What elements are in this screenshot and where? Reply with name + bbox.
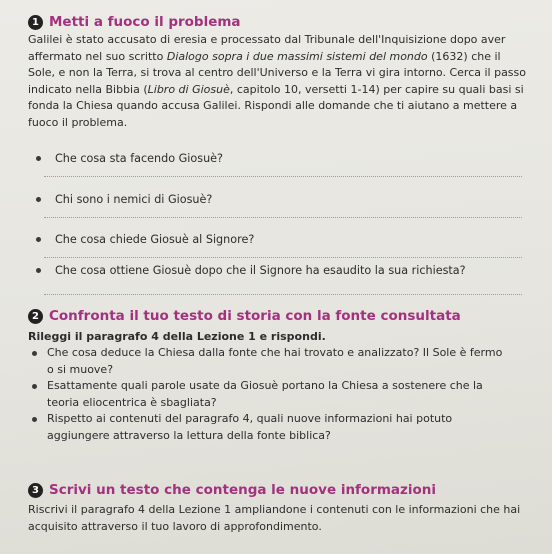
section-2-heading [28, 308, 528, 324]
bullet-icon [32, 417, 37, 422]
bullet-icon [36, 197, 41, 202]
bullet-icon [36, 268, 41, 273]
answer-line-3[interactable] [44, 257, 522, 258]
book-title: Dialogo sopra i due massimi sistemi del mondo [166, 49, 428, 63]
answer-line-2[interactable] [44, 217, 522, 218]
list-item: Che cosa deduce la Chiesa dalla fonte che hai trovato e analizzato? Il Sole è fermo o si muove? [28, 345, 528, 378]
section-1-heading [28, 14, 528, 30]
bullet-icon [32, 351, 37, 356]
bullet-icon [32, 384, 37, 389]
bullet-icon [36, 237, 41, 242]
list-item: Esattamente quali parole usate da Giosuè portano la Chiesa a sostenere che la teoria eliocentrica è sbagliata? [28, 378, 528, 411]
answer-line-4[interactable] [44, 294, 522, 295]
section-3-title: Scrivi un testo che contenga le nuove informazioni [49, 482, 437, 498]
section-2-list [28, 345, 528, 445]
section-2-number: 2 [28, 309, 43, 324]
section-3-number: 3 [28, 483, 43, 498]
section-2-title: Confronta il tuo testo di storia con la fonte consultata [49, 308, 461, 324]
section-2 [28, 308, 528, 445]
question-1: Che cosa sta facendo Giosuè? [30, 152, 520, 165]
section-1-title: Metti a fuoco il problema [49, 14, 241, 30]
section-1 [28, 14, 528, 132]
section-3 [28, 482, 528, 535]
bullet-icon [36, 156, 41, 161]
section-1-paragraph: Galilei è stato accusato di eresia e processato dal Tribunale dell'Inquisizione dopo aver affermato nel suo scritto Dialogo sopra i due massimi sistemi del mondo (1632) che il Sole, e non la Terra, si trova al centro dell'Universo e la Terra vi gira intorno. Cerca il passo indicato nella Bibbia (Libro di Giosuè, capitolo 10, versetti 1-14) per capire su quali basi si fonda la Chiesa quando accusa Galilei. Rispondi alle domande che ti aiutano a mettere a fuoco il problema. [28, 33, 527, 129]
question-2: Chi sono i nemici di Giosuè? [30, 193, 520, 206]
question-4: Che cosa ottiene Giosuè dopo che il Signore ha esaudito la sua richiesta? [30, 264, 520, 277]
section-3-instruction: Riscrivi il paragrafo 4 della Lezione 1 ampliandone i contenuti con le informazioni che hai acquisito attraverso il tuo lavoro di approfondimento. [28, 503, 521, 533]
question-3: Che cosa chiede Giosuè al Signore? [30, 233, 520, 246]
list-item: Rispetto ai contenuti del paragrafo 4, quali nuove informazioni hai potuto aggiungere attraverso la lettura della fonte biblica? [28, 411, 528, 444]
section-1-number: 1 [28, 15, 43, 30]
section-2-instruction: Rileggi il paragrafo 4 della Lezione 1 e rispondi. [28, 330, 326, 343]
answer-line-1[interactable] [44, 176, 522, 177]
section-3-heading [28, 482, 528, 498]
bible-reference: Libro di Giosuè [147, 82, 230, 96]
